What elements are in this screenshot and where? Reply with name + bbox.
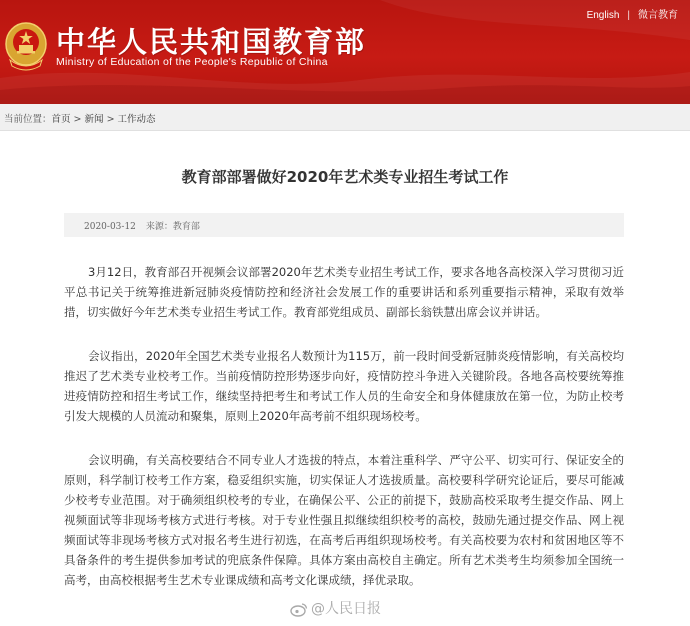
breadcrumb-work-updates[interactable]: 工作动态	[117, 114, 156, 125]
article-body	[64, 262, 624, 614]
article-source: 教育部	[172, 222, 200, 232]
breadcrumb-separator: >	[103, 114, 118, 125]
site-title: 中华人民共和国教育部	[56, 25, 367, 59]
article-meta	[64, 213, 624, 237]
english-link[interactable]: English	[586, 10, 620, 21]
weiyan-link[interactable]: 微言教育	[638, 10, 678, 21]
national-emblem-icon	[4, 20, 48, 72]
article-title: 教育部部署做好2020年艺术类专业招生考试工作	[181, 168, 509, 186]
source-label: 来源：	[145, 222, 173, 232]
breadcrumb-news[interactable]: 新闻	[84, 114, 104, 125]
breadcrumb	[4, 111, 156, 125]
watermark-text: @人民日报	[311, 601, 381, 617]
article-paragraph: 3月12日，教育部召开视频会议部署2020年艺术类专业招生考试工作，要求各地各高校深入学习贯彻习近平总书记关于统筹推进新冠肺炎疫情防控和经济社会发展工作的重要讲话和系列重要指示精神，采取有效举措，切实做好今年艺术类专业招生考试工作。教育部党组成员、副部长翁铁慧出席会议并讲话。	[64, 265, 624, 319]
article-date: 2020-03-12	[84, 222, 136, 232]
article-paragraph: 会议指出，2020年全国艺术类专业报名人数预计为115万，前一段时间受新冠肺炎疫情影响，有关高校均推迟了艺术类专业校考工作。当前疫情防控形势逐步向好，疫情防控斗争进入关键阶段。各地各高校要统筹推进疫情防控和招生考试工作，继续坚持把考生和考试工作人员的生命安全和身体健康放在第一位，为防止校考引发大规模的人员流动和聚集，原则上2020年高考前不组织现场校考。	[64, 349, 624, 423]
breadcrumb-label: 当前位置：	[4, 114, 52, 125]
breadcrumb-home[interactable]: 首页	[51, 114, 71, 125]
breadcrumb-bar	[0, 104, 690, 131]
weibo-watermark	[290, 598, 381, 618]
site-header	[0, 0, 690, 104]
top-links	[587, 6, 678, 21]
article-paragraph: 会议明确，有关高校要结合不同专业人才选拔的特点，本着注重科学、严守公平、切实可行、保证安全的原则，科学制订校考工作方案，稳妥组织实施，切实保证人才选拔质量。高校要科学研究论证后，要尽可能减少校考专业范围。对于确须组织校考的专业，在确保公平、公正的前提下，鼓励高校采取考生提交作品、网上视频面试等非现场考核方式进行考核。对于专业性强且拟继续组织校考的高校，鼓励先通过提交作品、网上视频面试等非现场考核方式对报名考生进行初选，在高考后再组织现场校考。有关高校要为农村和贫困地区等不具备条件的考生提供参加考试的兜底条件保障。具体方案由高校自主确定。所有艺术类考生均须参加全国统一高考，由高校根据考生艺术专业课成绩和高考文化课成绩，择优录取。	[64, 453, 624, 587]
link-separator: |	[627, 10, 630, 21]
breadcrumb-separator: >	[70, 114, 85, 125]
site-subtitle: Ministry of Education of the People's Republic of China	[56, 56, 328, 68]
weibo-icon	[290, 602, 308, 617]
